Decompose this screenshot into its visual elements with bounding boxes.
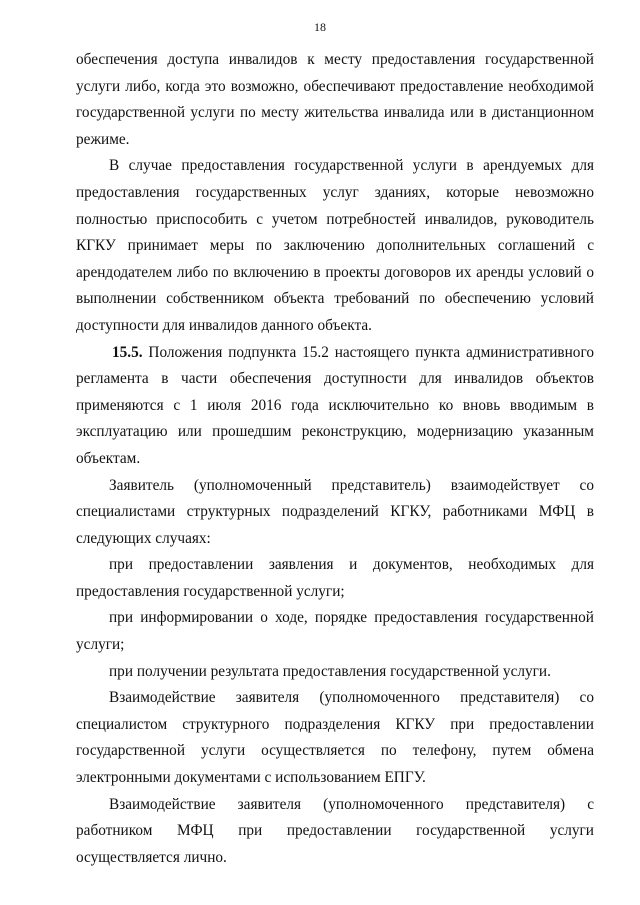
paragraph-mfc-interaction: Взаимодействие заявителя (уполномоченного представителя) с работником МФЦ при предоставлении государственной услуги осуществляется лично. bbox=[76, 795, 594, 866]
list-item-informing: при информировании о ходе, порядке предоставления государственной услуги; bbox=[76, 609, 594, 654]
paragraph-clause-15-5 bbox=[76, 340, 594, 473]
list-item-result: при получении результата предоставления государственной услуги. bbox=[109, 662, 551, 680]
clause-text: Положения подпункта 15.2 настоящего пункта административного регламента в части обеспечения доступности для инвалидов объектов применяются с 1 июля 2016 года исключительно ко вновь вводимым в эксплуатацию или прошедшим реконструкцию, модернизацию указанным объектам. bbox=[76, 343, 594, 467]
clause-number: 15.5. bbox=[112, 343, 143, 361]
paragraph-leased-buildings: В случае предоставления государственной услуги в арендуемых для предоставления государственных услуг зданиях, которые невозможно полностью приспособить с учетом потребностей инвалидов, руководитель КГКУ принимает меры по заключению дополнительных соглашений с арендодателем либо по включению в проекты договоров их аренды условий о выполнении собственником объекта требований по обеспечению условий доступности для инвалидов данного объекта. bbox=[76, 157, 594, 334]
document-body bbox=[76, 47, 594, 871]
paragraph-interaction-intro: Заявитель (уполномоченный представитель) взаимодействует со специалистами структурных подразделений КГКУ, работниками МФЦ в следующих случаях: bbox=[76, 476, 594, 547]
paragraph-continuation: обеспечения доступа инвалидов к месту предоставления государственной услуги либо, когда это возможно, обеспечивают предоставление необходимой государственной услуги по месту жительства инвалида или в дистанционном режиме. bbox=[76, 51, 594, 148]
paragraph-kgku-interaction: Взаимодействие заявителя (уполномоченного представителя) со специалистом структурного подразделения КГКУ при предоставлении государственной услуги осуществляется по телефону, путем обмена электронными документами с использованием ЕПГУ. bbox=[76, 689, 594, 787]
page-number: 18 bbox=[314, 20, 326, 34]
list-item-application: при предоставлении заявления и документов, необходимых для предоставления государственной услуги; bbox=[76, 556, 594, 600]
